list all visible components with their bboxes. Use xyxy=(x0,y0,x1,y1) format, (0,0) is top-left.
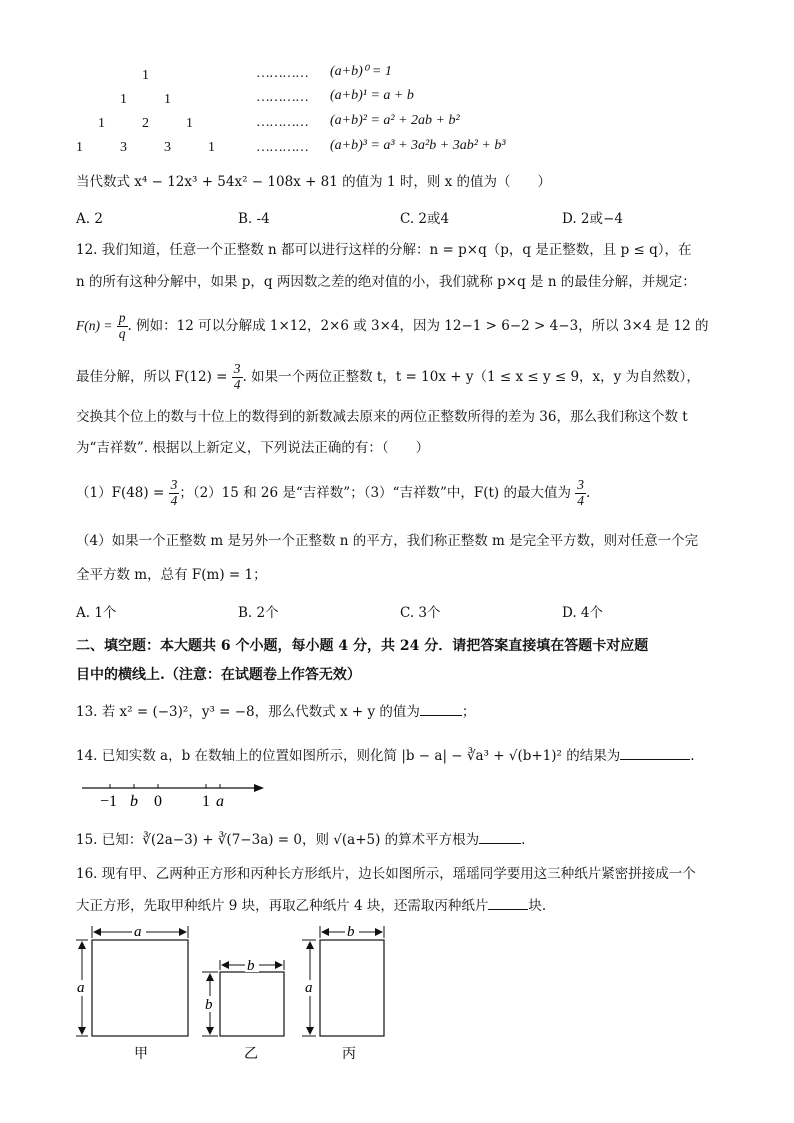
q14-text: 14. 已知实数 a，b 在数轴上的位置如图所示，则化简 |b − a| − ∛a³ + √(b+1)² 的结果为 xyxy=(76,748,621,764)
yi-caption: 乙 xyxy=(244,1047,258,1062)
q11-option-c: C. 2或4 xyxy=(400,211,450,227)
frac-denominator: 4 xyxy=(577,492,585,508)
frac-numerator: 3 xyxy=(170,477,178,492)
q12-option-b: B. 2个 xyxy=(238,605,279,621)
q12-line5: 交换其个位上的数与十位上的数得到的新数减去原来的两位正整数所得的差为 36，那么我们称这个数 t xyxy=(76,409,688,425)
q15-text: 15. 已知：∛(2a−3) + ∛(7−3a) = 0，则 √(a+5) 的算术平方根为 xyxy=(76,832,480,848)
q12-fraction-3-4 xyxy=(232,362,243,393)
frac-numerator: 3 xyxy=(577,477,585,492)
q15-end: . xyxy=(521,832,526,848)
dots-row2: ………… xyxy=(256,115,308,130)
axis-label-b: b xyxy=(130,793,138,810)
triangle-row2-n0: 1 xyxy=(98,116,105,131)
triangle-row3-n2: 3 xyxy=(164,140,171,155)
frac-numerator: p xyxy=(118,310,126,325)
frac-denominator: 4 xyxy=(233,376,241,392)
q12-line3 xyxy=(76,311,709,342)
triangle-row1-n1: 1 xyxy=(164,92,171,107)
binomial-eq3: (a+b)³ = a³ + 3a²b + 3ab² + b³ xyxy=(330,138,506,153)
jia-square xyxy=(92,940,188,1036)
frac-denominator: 4 xyxy=(170,492,178,508)
axis-label-0: 0 xyxy=(154,793,162,810)
q12-fn-def: F(n) = xyxy=(76,317,113,333)
q13-text: 13. 若 x² = (−3)²，y³ = −8，那么代数式 x + y 的值为 xyxy=(76,704,420,720)
q16-answer-blank xyxy=(488,909,528,910)
jia-label-a-top: a xyxy=(134,924,142,940)
paper-pieces-figure xyxy=(70,920,400,1070)
q12-line4 xyxy=(76,362,700,393)
q13 xyxy=(76,704,475,720)
q13-end: ； xyxy=(461,704,476,720)
frac-numerator: 3 xyxy=(233,361,241,376)
arrow-right-icon xyxy=(254,784,264,792)
bing-label-a-side: a xyxy=(305,980,313,996)
binomial-eq2: (a+b)² = a² + 2ab + b² xyxy=(330,113,460,128)
q12-s2-s3: ；（2）15 和 26 是“吉祥数”；（3）“吉祥数”中，F(t) 的最大值为 xyxy=(179,484,571,501)
q11-option-d: D. 2或−4 xyxy=(562,211,623,227)
jia-caption: 甲 xyxy=(134,1047,148,1062)
q12-fraction-pq xyxy=(117,311,128,342)
q12-s3-fraction xyxy=(575,478,586,509)
q13-answer-blank xyxy=(420,715,462,716)
dots-row1: ………… xyxy=(256,90,308,105)
dots-row3: ………… xyxy=(256,140,308,155)
triangle-row0-n0: 1 xyxy=(142,68,149,83)
q12-s1-prefix: （1）F(48) = xyxy=(76,484,165,501)
q16-end: 块. xyxy=(528,898,547,914)
axis-label-neg1: −1 xyxy=(100,793,118,810)
section2-heading-line1: 二、填空题：本大题共 6 个小题，每小题 4 分，共 24 分．请把答案直接填在答题卡对应题 xyxy=(76,638,649,654)
yi-label-b-side: b xyxy=(205,997,213,1013)
q12-option-d: D. 4个 xyxy=(562,605,604,621)
q12-example: . 例如：12 可以分解成 1×12，2×6 或 3×4，因为 12−1 > 6−2 > 4−3，所以 3×4 是 12 的 xyxy=(127,317,709,334)
q15-answer-blank xyxy=(479,843,521,844)
q12-statements-1-3 xyxy=(76,478,590,509)
axis-label-1: 1 xyxy=(202,793,210,810)
axis-label-a: a xyxy=(216,793,224,810)
q11-option-a: A. 2 xyxy=(76,211,103,227)
triangle-row2-n2: 1 xyxy=(186,116,193,131)
q16-line1: 16. 现有甲、乙两种正方形和丙种长方形纸片，边长如图所示，瑶瑶同学要用这三种纸片紧密拼接成一个 xyxy=(76,866,696,882)
yi-label-b-top: b xyxy=(247,958,255,974)
q14 xyxy=(76,748,695,764)
bing-label-b-top: b xyxy=(347,924,355,940)
section2-heading-line2: 目中的横线上.（注意：在试题卷上作答无效） xyxy=(76,667,361,683)
q12-s4-line2: 全平方数 m，总有 F(m) = 1； xyxy=(76,567,267,583)
triangle-row3-n0: 1 xyxy=(76,140,83,155)
q11-stem: 当代数式 x⁴ − 12x³ + 54x² − 108x + 81 的值为 1 时，则 x 的值为（ ） xyxy=(76,174,552,190)
triangle-row3-n1: 3 xyxy=(120,140,127,155)
q16-line2 xyxy=(76,898,546,914)
q12-s4-line1: （4）如果一个正整数 m 是另外一个正整数 n 的平方，我们称正整数 m 是完全平方数，则对任意一个完 xyxy=(76,533,699,549)
binomial-eq0: (a+b)⁰ = 1 xyxy=(330,64,392,79)
q11-option-b: B. -4 xyxy=(238,211,270,227)
q12-s3-end: . xyxy=(586,484,591,501)
q12-s1-fraction xyxy=(169,478,180,509)
q12-two-digit-def: . 如果一个两位正整数 t，t = 10x + y（1 ≤ x ≤ y ≤ 9，x，y 为自然数）， xyxy=(242,368,700,385)
triangle-row3-n3: 1 xyxy=(208,140,215,155)
triangle-row2-n1: 2 xyxy=(142,116,149,131)
q12-line6: 为“吉祥数”. 根据以上新定义，下列说法正确的有：（ ） xyxy=(76,440,430,456)
q12-best-decomposition: 最佳分解，所以 F(12) = xyxy=(76,368,228,385)
frac-denominator: q xyxy=(118,325,126,341)
q12-line1: 12. 我们知道，任意一个正整数 n 都可以进行这样的分解：n = p×q（p，q 是正整数，且 p ≤ q），在 xyxy=(76,242,692,258)
number-line-figure xyxy=(76,776,266,810)
jia-label-a-side: a xyxy=(77,980,85,996)
q14-answer-blank xyxy=(620,759,690,760)
q12-option-a: A. 1个 xyxy=(76,605,117,621)
dots-row0: ………… xyxy=(256,66,308,81)
q16-text: 大正方形，先取甲种纸片 9 块，再取乙种纸片 4 块，还需取丙种纸片 xyxy=(76,898,489,914)
bing-caption: 丙 xyxy=(342,1047,356,1062)
q14-end: . xyxy=(690,748,695,764)
q12-line2: n 的所有这种分解中，如果 p，q 两因数之差的绝对值的小，我们就称 p×q 是 n 的最佳分解，并规定： xyxy=(76,274,696,290)
binomial-eq1: (a+b)¹ = a + b xyxy=(330,88,414,103)
q15 xyxy=(76,832,525,848)
q12-option-c: C. 3个 xyxy=(400,605,441,621)
yi-square xyxy=(220,972,284,1036)
bing-rectangle xyxy=(320,940,384,1036)
triangle-row1-n0: 1 xyxy=(120,92,127,107)
